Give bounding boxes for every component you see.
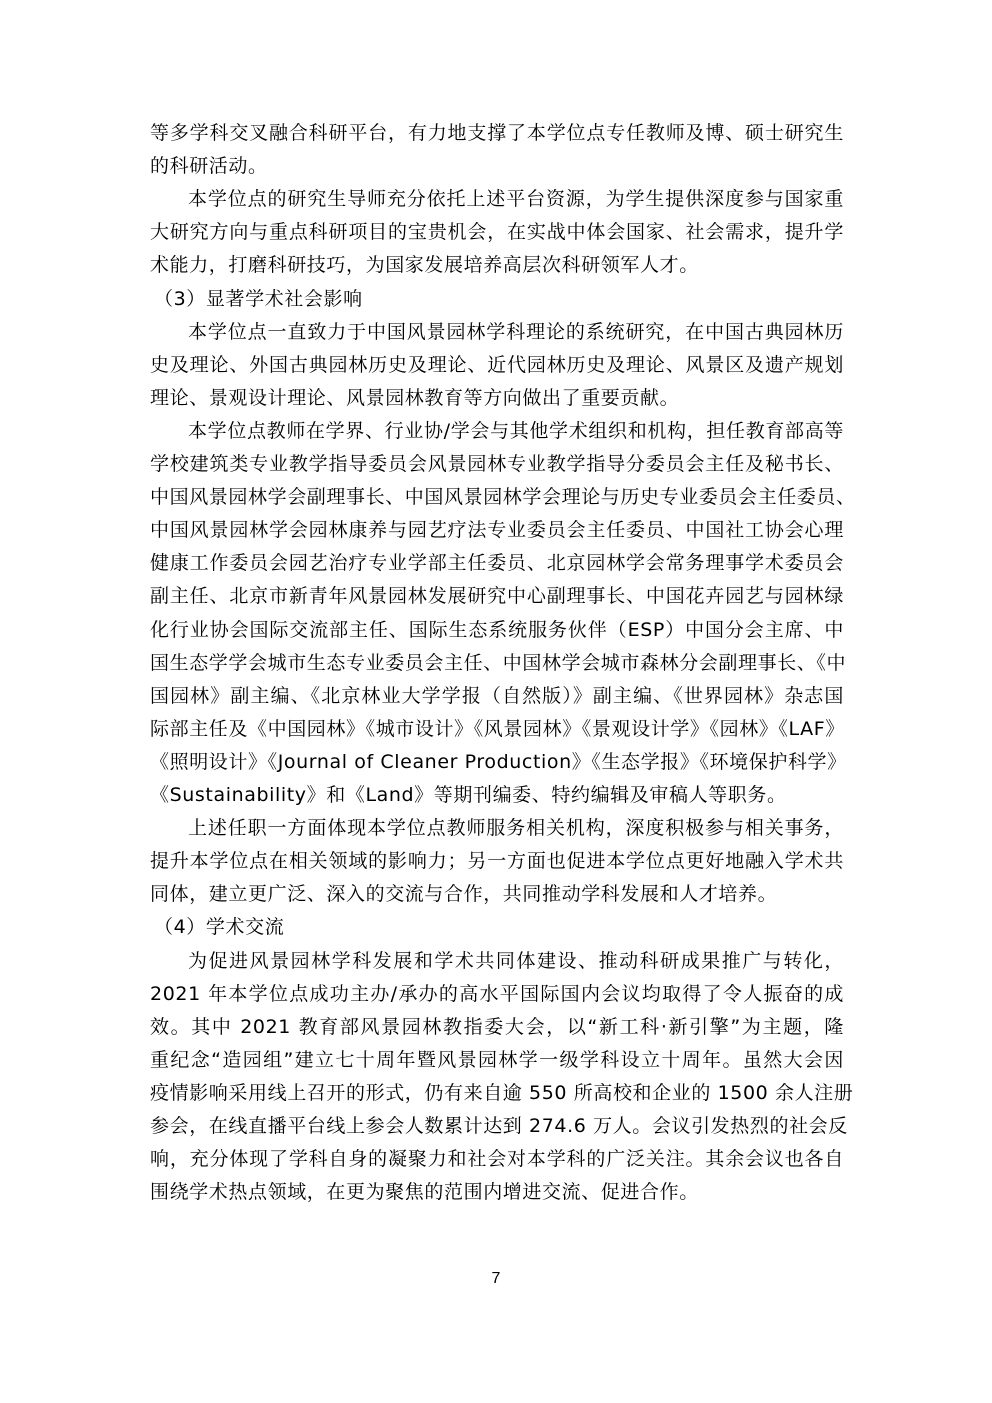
- paragraph-line: 等多学科交叉融合科研平台，有力地支撑了本学位点专任教师及博、硕士研究生: [150, 122, 844, 144]
- paragraph-line: 中国风景园林学会副理事长、中国风景园林学会理论与历史专业委员会主任委员、: [150, 486, 856, 509]
- paragraph-line: 本学位点的研究生导师充分依托上述平台资源，为学生提供深度参与国家重: [188, 188, 844, 211]
- paragraph-line: 2021 年本学位点成功主办/承办的高水平国际国内会议均取得了令人振奋的成: [150, 982, 844, 1005]
- section-heading: （3）显著学术社会影响: [154, 287, 363, 310]
- paragraph-line: 史及理论、外国古典园林历史及理论、近代园林历史及理论、风景区及遗产规划: [150, 353, 844, 376]
- paragraph-line: 提升本学位点在相关领域的影响力；另一方面也促进本学位点更好地融入学术共: [150, 850, 844, 873]
- paragraph-line: 大研究方向与重点科研项目的宝贵机会，在实战中体会国家、社会需求，提升学: [150, 221, 844, 244]
- paragraph-line: 《照明设计》《Journal of Cleaner Production》《生态学报》《环境保护科学》: [150, 750, 847, 773]
- paragraph-line: 本学位点教师在学界、行业协/学会与其他学术组织和机构，担任教育部高等: [188, 419, 844, 442]
- paragraph-line: 国园林》副主编、《北京林业大学学报（自然版）》副主编、《世界园林》杂志国: [150, 684, 844, 707]
- paragraph-line: 为促进风景园林学科发展和学术共同体建设、推动科研成果推广与转化，: [188, 949, 844, 972]
- paragraph-line: 副主任、北京市新青年风景园林发展研究中心副理事长、中国花卉园艺与园林绿: [150, 585, 844, 608]
- paragraph-line: 效。其中 2021 教育部风景园林教指委大会，以“新工科·新引擎”为主题，隆: [150, 1015, 844, 1038]
- paragraph-line: 本学位点一直致力于中国风景园林学科理论的系统研究，在中国古典园林历: [188, 320, 844, 343]
- paragraph-line: 上述任职一方面体现本学位点教师服务相关机构，深度积极参与相关事务，: [188, 817, 844, 840]
- paragraph-line: 疫情影响采用线上召开的形式，仍有来自逾 550 所高校和企业的 1500 余人注册: [150, 1081, 854, 1104]
- paragraph-line: 中国风景园林学会园林康养与园艺疗法专业委员会主任委员、中国社工协会心理: [150, 519, 844, 542]
- paragraph-line: 围绕学术热点领域，在更为聚焦的范围内增进交流、促进合作。: [150, 1181, 699, 1204]
- paragraph-line: 健康工作委员会园艺治疗专业学部主任委员、北京园林学会常务理事学术委员会: [150, 552, 844, 575]
- paragraph-line: 参会，在线直播平台线上参会人数累计达到 274.6 万人。会议引发热烈的社会反: [150, 1115, 848, 1137]
- paragraph-line: 同体，建立更广泛、深入的交流与合作，共同推动学科发展和人才培养。: [150, 883, 778, 906]
- paragraph-line: 际部主任及《中国园林》《城市设计》《风景园林》《景观设计学》《园林》《LAF》: [150, 717, 845, 740]
- paragraph-line: 理论、景观设计理论、风景园林教育等方向做出了重要贡献。: [150, 386, 680, 409]
- paragraph-line: 重纪念“造园组”建立七十周年暨风景园林学一级学科设立十周年。虽然大会因: [150, 1048, 844, 1071]
- paragraph-line: 《Sustainability》和《Land》等期刊编委、特约编辑及审稿人等职务。: [150, 784, 787, 806]
- paragraph-line: 学校建筑类专业教学指导委员会风景园林专业教学指导分委员会主任及秘书长、: [150, 453, 844, 475]
- page-number: 7: [491, 1270, 501, 1287]
- paragraph-line: 的科研活动。: [150, 155, 268, 178]
- paragraph-line: 术能力，打磨科研技巧，为国家发展培养高层次科研领军人才。: [150, 254, 699, 277]
- section-heading: （4）学术交流: [154, 916, 285, 939]
- paragraph-line: 国生态学学会城市生态专业委员会主任、中国林学会城市森林分会副理事长、《中: [150, 651, 847, 674]
- paragraph-line: 响，充分体现了学科自身的凝聚力和社会对本学科的广泛关注。其余会议也各自: [150, 1148, 844, 1171]
- paragraph-line: 化行业协会国际交流部主任、国际生态系统服务伙伴（ESP）中国分会主席、中: [150, 618, 844, 641]
